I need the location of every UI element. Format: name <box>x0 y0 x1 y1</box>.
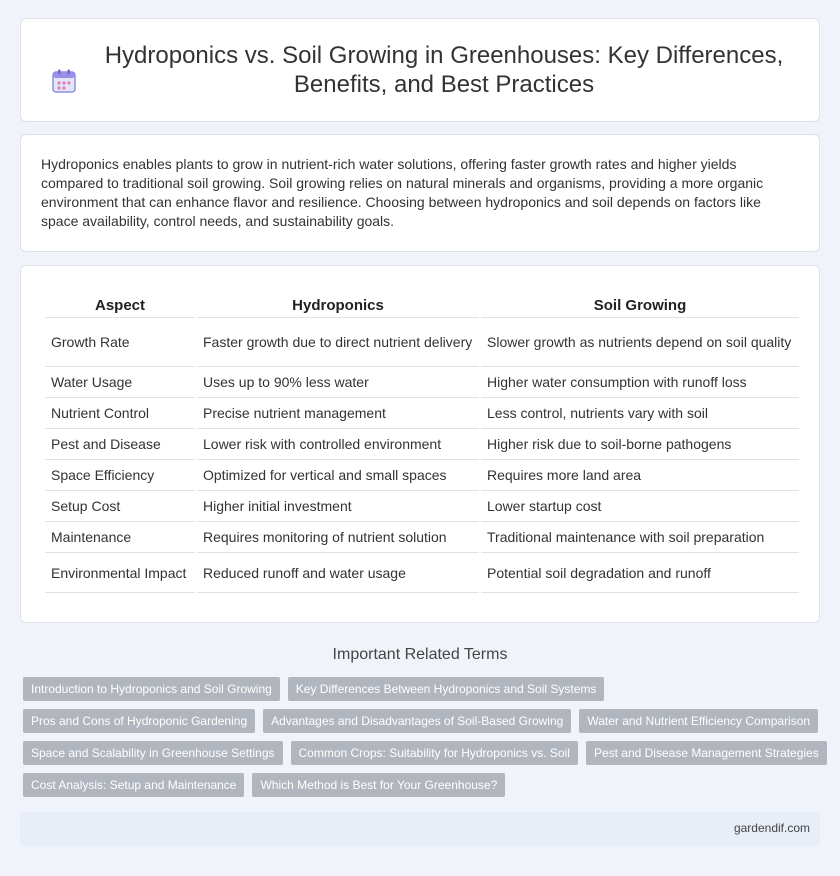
table-cell: Growth Rate <box>45 318 195 367</box>
related-tag[interactable]: Introduction to Hydroponics and Soil Growing <box>23 677 280 701</box>
related-tag[interactable]: Advantages and Disadvantages of Soil-Based Growing <box>263 709 571 733</box>
table-cell: Environmental Impact <box>45 553 195 593</box>
table-cell: Uses up to 90% less water <box>197 367 479 398</box>
related-tag[interactable]: Key Differences Between Hydroponics and Soil Systems <box>288 677 605 701</box>
table-row <box>45 318 799 367</box>
related-tag[interactable]: Space and Scalability in Greenhouse Settings <box>23 741 283 765</box>
table-cell: Reduced runoff and water usage <box>197 553 479 593</box>
intro-card <box>20 134 820 252</box>
table-row <box>45 491 799 522</box>
table-row <box>45 367 799 398</box>
column-header-hydroponics: Hydroponics <box>197 292 479 318</box>
table-cell: Water Usage <box>45 367 195 398</box>
related-tag[interactable]: Cost Analysis: Setup and Maintenance <box>23 773 244 797</box>
table-cell: Setup Cost <box>45 491 195 522</box>
footer <box>20 812 820 846</box>
comparison-table-card <box>20 265 820 623</box>
table-cell: Slower growth as nutrients depend on soil quality <box>481 318 799 367</box>
table-cell: Space Efficiency <box>45 460 195 491</box>
comparison-table <box>43 292 801 593</box>
table-row <box>45 522 799 553</box>
footer-site-link[interactable]: gardendif.com <box>733 821 810 835</box>
table-cell: Traditional maintenance with soil preparation <box>481 522 799 553</box>
table-cell: Higher water consumption with runoff loss <box>481 367 799 398</box>
related-tag[interactable]: Water and Nutrient Efficiency Comparison <box>579 709 818 733</box>
table-cell: Nutrient Control <box>45 398 195 429</box>
table-cell: Potential soil degradation and runoff <box>481 553 799 593</box>
related-tag[interactable]: Common Crops: Suitability for Hydroponics vs. Soil <box>291 741 578 765</box>
table-row <box>45 398 799 429</box>
table-cell: Requires monitoring of nutrient solution <box>197 522 479 553</box>
related-tags-row <box>23 773 823 797</box>
table-row <box>45 553 799 593</box>
table-row <box>45 460 799 491</box>
table-cell: Pest and Disease <box>45 429 195 460</box>
table-cell: Higher initial investment <box>197 491 479 522</box>
table-cell: Lower risk with controlled environment <box>197 429 479 460</box>
table-cell: Precise nutrient management <box>197 398 479 429</box>
header-card <box>20 18 820 122</box>
table-cell: Less control, nutrients vary with soil <box>481 398 799 429</box>
related-tag[interactable]: Which Method is Best for Your Greenhouse? <box>252 773 505 797</box>
column-header-soil-growing: Soil Growing <box>481 292 799 318</box>
related-tags-row <box>23 709 823 733</box>
table-cell: Faster growth due to direct nutrient delivery <box>197 318 479 367</box>
calendar-icon <box>51 68 77 94</box>
table-cell: Lower startup cost <box>481 491 799 522</box>
table-cell: Higher risk due to soil-borne pathogens <box>481 429 799 460</box>
related-tag[interactable]: Pros and Cons of Hydroponic Gardening <box>23 709 255 733</box>
page-title: Hydroponics vs. Soil Growing in Greenhouses: Key Differences, Benefits, and Best Practices <box>104 42 784 98</box>
table-cell: Optimized for vertical and small spaces <box>197 460 479 491</box>
column-header-aspect: Aspect <box>45 292 195 318</box>
intro-text: Hydroponics enables plants to grow in nutrient-rich water solutions, offering faster growth rates and higher yields compared to traditional soil growing. Soil growing relies on natural minerals and organisms, providing a more organic environment that can enhance flavor and resilience. Choosing between hydroponics and soil depends on factors like space availability, control needs, and sustainability goals. <box>41 156 764 229</box>
related-tag[interactable]: Pest and Disease Management Strategies <box>586 741 827 765</box>
table-cell: Maintenance <box>45 522 195 553</box>
table-cell: Requires more land area <box>481 460 799 491</box>
table-row <box>45 429 799 460</box>
related-terms-heading: Important Related Terms <box>332 646 508 663</box>
related-tags-row <box>23 741 823 765</box>
related-tags-row <box>23 677 823 701</box>
